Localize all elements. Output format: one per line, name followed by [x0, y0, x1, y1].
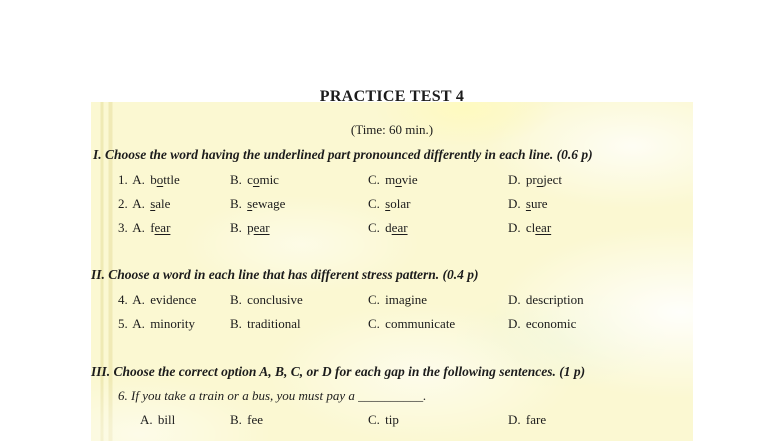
option-label: B.: [230, 292, 242, 307]
answer-option: [118, 196, 170, 211]
option-word: [526, 196, 548, 211]
option-word: [150, 292, 196, 307]
answer-option: [118, 292, 196, 307]
word-part: fee: [247, 412, 264, 427]
option-label: C.: [368, 172, 380, 187]
underlined-part: s: [525, 196, 531, 211]
option-word: [247, 196, 285, 211]
option-label: B.: [230, 196, 242, 211]
question-row-1: [0, 172, 784, 188]
word-part: imagine: [385, 292, 428, 307]
question-number: 2.: [118, 196, 128, 211]
answer-option: [368, 316, 455, 331]
option-word: [385, 292, 427, 307]
option-label: D.: [508, 220, 521, 235]
answer-option: [368, 292, 427, 307]
word-part: p: [247, 220, 254, 235]
question-number: 3.: [118, 220, 128, 235]
option-word: [385, 220, 407, 235]
answer-option: [368, 172, 418, 187]
option-label: A.: [132, 172, 145, 187]
underlined-part: ear: [535, 220, 552, 235]
section-3-heading: III. Choose the correct option A, B, C, or D for each gap in the following sentences. (1 p): [91, 364, 586, 379]
word-part: minority: [150, 316, 195, 331]
answer-option: [118, 172, 180, 187]
answer-option: [230, 196, 285, 211]
option-label: C.: [368, 196, 380, 211]
option-label: C.: [368, 220, 380, 235]
question-number: 1.: [118, 172, 128, 187]
underlined-part: ear: [253, 220, 270, 235]
underlined-part: o: [536, 172, 544, 187]
word-part: f: [150, 220, 155, 235]
option-label: C.: [368, 412, 380, 427]
option-label: D.: [508, 292, 521, 307]
question-row-5: [0, 316, 784, 332]
word-part: economic: [525, 316, 577, 331]
underlined-part: o: [156, 172, 164, 187]
word-part: communicate: [385, 316, 456, 331]
underlined-part: o: [252, 172, 260, 187]
question-row-6-options: [0, 412, 784, 428]
option-label: D.: [508, 196, 521, 211]
underlined-part: o: [395, 172, 402, 187]
word-part: m: [385, 172, 396, 187]
option-label: B.: [230, 412, 242, 427]
option-word: [526, 220, 551, 235]
answer-option: [118, 316, 195, 331]
option-word: [150, 316, 195, 331]
word-part: cl: [525, 220, 536, 235]
option-label: A.: [132, 220, 145, 235]
word-part: traditional: [247, 316, 301, 331]
option-word: [247, 316, 300, 331]
question-row-4: [0, 292, 784, 308]
word-part: mic: [259, 172, 279, 187]
option-label: A.: [132, 316, 145, 331]
option-word: [526, 412, 546, 427]
word-part: ewage: [252, 196, 286, 211]
answer-option: [508, 220, 551, 235]
option-word: [150, 196, 170, 211]
question-number: 4.: [118, 292, 128, 307]
option-word: [247, 172, 279, 187]
word-part: ale: [155, 196, 171, 211]
option-label: C.: [368, 292, 380, 307]
word-part: b: [150, 172, 157, 187]
option-word: [385, 412, 399, 427]
answer-option: [118, 220, 170, 235]
answer-option: [230, 220, 270, 235]
underlined-part: ear: [154, 220, 171, 235]
option-word: [385, 316, 455, 331]
underlined-part: s: [150, 196, 156, 211]
option-label: C.: [368, 316, 380, 331]
word-part: conclusive: [247, 292, 303, 307]
option-word: [247, 412, 263, 427]
word-part: fare: [525, 412, 547, 427]
option-label: A.: [132, 292, 145, 307]
gap-fill-sentence: 6. If you take a train or a bus, you must pay a __________.: [118, 388, 427, 403]
word-part: olar: [390, 196, 411, 211]
word-part: evidence: [150, 292, 197, 307]
word-part: pr: [525, 172, 537, 187]
answer-option: [230, 172, 279, 187]
answer-option: [230, 412, 263, 427]
word-part: tip: [385, 412, 399, 427]
option-label: A.: [132, 196, 145, 211]
time-note: (Time: 60 min.): [350, 122, 434, 137]
word-part: bill: [157, 412, 176, 427]
option-label: B.: [230, 220, 242, 235]
answer-option: [230, 316, 301, 331]
answer-option: [508, 196, 548, 211]
underlined-part: s: [247, 196, 253, 211]
question-number: 5.: [118, 316, 128, 331]
word-part: ure: [530, 196, 548, 211]
answer-option: [508, 412, 546, 427]
option-word: [247, 292, 303, 307]
answer-option: [368, 220, 408, 235]
option-word: [150, 172, 180, 187]
word-part: description: [525, 292, 584, 307]
answer-option: [368, 196, 410, 211]
section-1-heading: I. Choose the word having the underlined part pronounced differently in each line. (0.6 p): [93, 147, 593, 162]
answer-option: [140, 412, 175, 427]
option-word: [247, 220, 269, 235]
word-part: ttle: [163, 172, 180, 187]
answer-option: [508, 172, 562, 187]
question-row-3: [0, 220, 784, 236]
question-row-2: [0, 196, 784, 212]
word-part: vie: [401, 172, 418, 187]
option-label: B.: [230, 172, 242, 187]
answer-option: [508, 316, 576, 331]
option-label: B.: [230, 316, 242, 331]
underlined-part: s: [385, 196, 391, 211]
answer-option: [230, 292, 303, 307]
option-label: A.: [140, 412, 153, 427]
section-2-heading: II. Choose a word in each line that has different stress pattern. (0.4 p): [91, 267, 479, 282]
option-word: [526, 292, 584, 307]
underlined-part: ear: [391, 220, 408, 235]
option-word: [385, 172, 418, 187]
page-title: PRACTICE TEST 4: [319, 88, 465, 105]
option-label: D.: [508, 172, 521, 187]
word-part: ject: [543, 172, 562, 187]
option-word: [526, 172, 562, 187]
answer-option: [508, 292, 584, 307]
option-label: D.: [508, 412, 521, 427]
word-part: c: [247, 172, 253, 187]
option-word: [150, 220, 170, 235]
option-word: [526, 316, 577, 331]
answer-option: [368, 412, 399, 427]
option-label: D.: [508, 316, 521, 331]
word-part: d: [385, 220, 392, 235]
option-word: [385, 196, 410, 211]
option-word: [158, 412, 175, 427]
